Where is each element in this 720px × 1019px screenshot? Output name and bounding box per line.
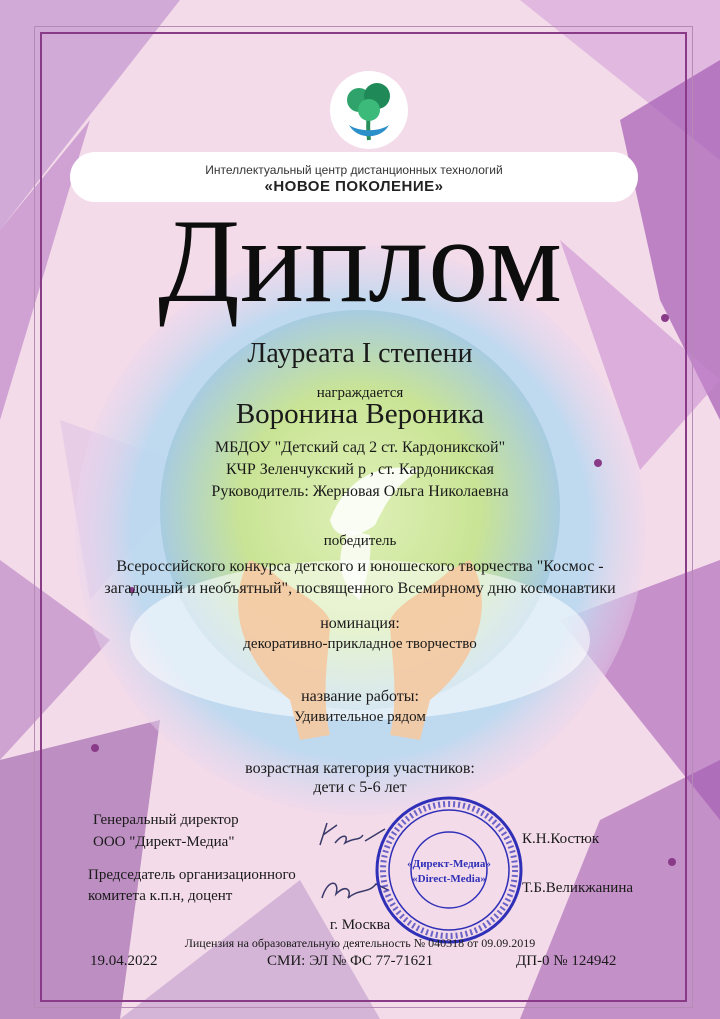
stamp-text-en: «Direct-Media»	[412, 873, 486, 885]
diploma-number: ДП-0 № 124942	[516, 953, 617, 969]
institution: МБДОУ "Детский сад 2 ст. Кардоникской"	[214, 439, 506, 456]
award-degree: Лауреата I степени	[247, 338, 473, 369]
stamp-text-ru: «Директ-Медиа»	[407, 858, 491, 870]
status-label: победитель	[323, 533, 397, 549]
city: г. Москва	[329, 917, 391, 933]
contest-line-2: загадочный и необъятный", посвященного Всемирному дню космонавтики	[104, 580, 616, 597]
work-title: Удивительное рядом	[294, 709, 426, 725]
age-category-value: дети с 5-6 лет	[313, 779, 407, 796]
nomination-label: номинация:	[320, 615, 400, 632]
smi-registration: СМИ: ЭЛ № ФС 77-71621	[267, 953, 434, 969]
contest-line-1: Всероссийского конкурса детского и юношеского творчества "Космос -	[116, 558, 604, 575]
director-company: ООО "Директ-Медиа"	[93, 834, 235, 850]
nomination-value: декоративно-прикладное творчество	[243, 636, 477, 652]
license-info: Лицензия на образовательную деятельность № 040318 от 09.09.2019	[184, 936, 536, 950]
chair-degree: комитета к.п.н, доцент	[88, 888, 233, 904]
organization-name: «НОВОЕ ПОКОЛЕНИЕ»	[264, 178, 444, 195]
age-category-label: возрастная категория участников:	[245, 760, 475, 777]
work-label: название работы:	[301, 688, 419, 705]
director-title: Генеральный директор	[93, 812, 239, 828]
organization-subtitle: Интеллектуальный центр дистанционных технологий	[205, 163, 503, 177]
chair-name: Т.Б.Великжанина	[522, 880, 633, 896]
diploma-title: Диплом	[158, 194, 562, 327]
recipient-name: Воронина Вероника	[235, 398, 485, 430]
location: КЧР Зеленчукский р , ст. Кардоникская	[226, 461, 494, 478]
tree-logo-icon	[329, 70, 409, 150]
director-name: К.Н.Костюк	[522, 831, 600, 847]
supervisor: Руководитель: Жерновая Ольга Николаевна	[211, 483, 509, 500]
chair-title: Председатель организационного	[88, 867, 296, 883]
issue-date: 19.04.2022	[90, 953, 158, 969]
awarded-label: награждается	[316, 385, 404, 401]
